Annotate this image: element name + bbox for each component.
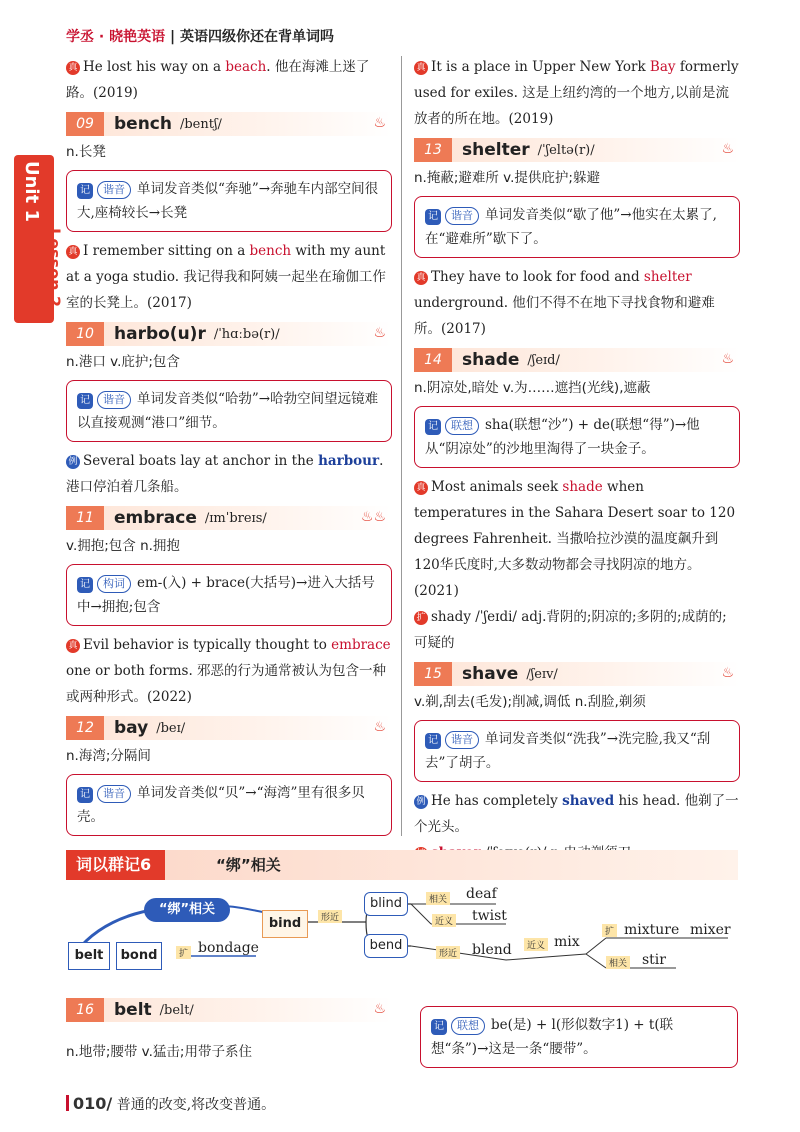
headword: belt [114,1000,152,1020]
fire-icon: ♨♨ [360,509,386,525]
example-shelter: 真 They have to look for food and shelter underground. 他们不得不在地下寻找食物和避难所。(2017) [414,269,715,337]
page-footer [66,1094,275,1114]
mind-map-center: “绑”相关 [144,898,230,922]
phonetic: /beɪ/ [156,720,186,736]
definition: v.剃,刮去(毛发);削减,调低 n.刮脸,剃须 [414,694,646,710]
phonetic: /ʃeɪd/ [527,352,560,368]
definition: n.地带;腰带 v.猛击;用带子系住 [66,1044,252,1060]
headword: shave [462,664,519,684]
phonetic: /ˈʃeltə(r)/ [537,142,595,158]
fire-icon: ♨ [721,351,734,367]
mind-map-bend: bend [364,934,408,958]
example-harbour: 例 Several boats lay at anchor in the harbour. 港口停泊着几条船。 [66,453,384,495]
memo-icon: 记 [77,577,93,593]
word-bar-belt: 16 belt /belt/ ♨ [66,998,392,1022]
memo-belt [420,1000,738,1074]
fire-icon: ♨ [373,719,386,735]
headword: shelter [462,140,530,160]
example-embrace: 真 Evil behavior is typically thought to embrace one or both forms. 邪恶的行为通常被认为包含一种或两种形式。(2022) [66,637,391,705]
word-group-banner [66,850,738,880]
memo-box: 记 谐音 单词发音类似“哈勃”→哈勃空间望远镜难以直接观测“港口”细节。 [66,380,392,442]
mind-map-bondage: bondage [198,940,259,956]
phonetic: /belt/ [159,1002,194,1018]
mind-map-belt: belt [68,942,110,970]
memo-box: 记 谐音 单词发音类似“歇了他”→他实在太累了,在“避难所”歇下了。 [414,196,740,258]
group-topic: “绑”相关 [216,856,281,874]
mind-map-twist: twist [472,908,507,924]
word-bar-bench [66,112,392,136]
phonetic: /bentʃ/ [179,116,222,132]
word-number: 09 [66,112,104,136]
definition: n.海湾;分隔间 [66,748,151,764]
entry-belt [66,992,392,1064]
memo-box: 记 谐音 单词发音类似“贝”→“海湾”里有很多贝壳。 [66,774,392,836]
word-bar-bay: 12 bay /beɪ/ ♨ [66,716,392,740]
mind-map-label: 形近 [436,946,460,959]
example-bench: 真 I remember sitting on a bench with my aunt at a yoga studio. 我记得我和阿姨一起坐在瑜伽工作室的长凳上。(2017) [66,243,386,311]
mind-map-deaf: deaf [466,886,497,902]
left-column [66,54,392,842]
headword: bench [114,114,172,134]
phonetic: /ʃeɪv/ [526,666,558,682]
memo-box: 记 联想 sha(联想“沙”) + de(联想“得”)→他从“阴凉处”的沙地里淘得了一块金子。 [414,406,740,468]
lesson-label: Lesson 2 [45,228,64,308]
definition: v.拥抱;包含 n.拥抱 [66,538,180,554]
footer-motto: 普通的改变,将改变普通。 [116,1097,276,1113]
memo-icon: 记 [77,393,93,409]
memo-icon: 记 [425,733,441,749]
mind-map-stir: stir [642,952,666,968]
example-beach: 真 He lost his way on a beach. 他在海滩上迷了路。(2019) [66,59,370,101]
footer-accent [66,1095,69,1111]
header-sep: | [169,29,176,45]
group-title: 词以群记6 [66,850,165,880]
definition: n.港口 v.庇护;包含 [66,354,180,370]
mind-map-label: 近义 [432,914,456,927]
extension-shady: 扩 shady /ˈʃeɪdi/ adj.背阴的;阴凉的;多阴的;成荫的;可疑的 [414,609,727,651]
memo-icon: 记 [425,419,441,435]
headword: harbo(u)r [114,324,206,344]
example-bay: 真 It is a place in Upper New York Bay formerly used for exiles. 这是上纽约湾的一个地方,以前是流放者的所在地。(2019) [414,59,739,127]
definition: n.掩蔽;避难所 v.提供庇护;躲避 [414,170,600,186]
mind-map-blind: blind [364,892,408,916]
column-divider [401,56,402,836]
word-bar-embrace: 11 embrace /ɪmˈbreɪs/ ♨♨ [66,506,392,530]
definition: n.长凳 [66,144,106,160]
mind-map-bind: bind [262,910,308,938]
word-bar-shade: 14 shade /ʃeɪd/ ♨ [414,348,740,372]
mind-map [66,884,738,984]
mind-map-bond: bond [116,942,162,970]
memo-icon: 记 [77,787,93,803]
page-number: 010/ [73,1094,113,1113]
right-column [414,54,740,866]
phonetic: /ɪmˈbreɪs/ [204,510,267,526]
mind-map-label: 形近 [318,910,342,923]
memo-icon: 记 [431,1019,447,1035]
mind-map-blend: blend [472,942,512,958]
word-bar-harbour: 10 harbo(u)r /ˈhɑːbə(r)/ ♨ [66,322,392,346]
memo-box: 记 谐音 单词发音类似“奔驰”→奔驰车内部空间很大,座椅较长→长凳 [66,170,392,232]
headword: embrace [114,508,197,528]
mind-map-label: 扩 [176,946,191,959]
mind-map-label: 近义 [524,938,548,951]
example-shade: 真 Most animals seek shade when temperatures in the Sahara Desert soar to 120 degrees Fahrenheit. 当撒哈拉沙漠的温度飙升到120华氏度时,大多数动物都会寻找阴凉的地方。(2021) [414,479,736,599]
memo-box: 记 谐音 单词发音类似“洗我”→洗完脸,我又“刮去”了胡子。 [414,720,740,782]
fire-icon: ♨ [721,141,734,157]
mind-map-label: 相关 [606,956,630,969]
unit-label: Unit 1 [21,161,42,222]
word-bar-shelter: 13 shelter /ˈʃeltə(r)/ ♨ [414,138,740,162]
header-title: 英语四级你还在背单词吗 [179,29,334,45]
word-bar-shave: 15 shave /ʃeɪv/ ♨ [414,662,740,686]
memo-icon: 记 [425,209,441,225]
example-shave: 例 He has completely shaved his head. 他剃了一个光头。 [414,793,739,835]
phonetic: /ˈhɑːbə(r)/ [213,326,280,342]
headword: bay [114,718,149,738]
brand: 学丞 · 晓艳英语 [66,29,166,45]
mind-map-label: 相关 [426,892,450,905]
mind-map-mixture: mixture [624,922,680,938]
memo-box: 记 联想 be(是) + l(形似数字1) + t(联想“条”)→这是一条“腰带”。 [420,1006,738,1068]
memo-tag: 谐音 [97,181,131,199]
memo-icon: 记 [77,183,93,199]
memo-box: 记 构词 em-(入) + brace(大括号)→进入大括号中→拥抱;包含 [66,564,392,626]
fire-icon: ♨ [373,325,386,341]
fire-icon: ♨ [373,1001,386,1017]
headword: shade [462,350,520,370]
mind-map-label: 扩 [602,924,617,937]
definition: n.阴凉处,暗处 v.为……遮挡(光线),遮蔽 [414,380,651,396]
fire-icon: ♨ [373,115,386,131]
fire-icon: ♨ [721,665,734,681]
mind-map-mix: mix [554,934,580,950]
page-header [66,26,334,46]
mind-map-mixer: mixer [690,922,731,938]
